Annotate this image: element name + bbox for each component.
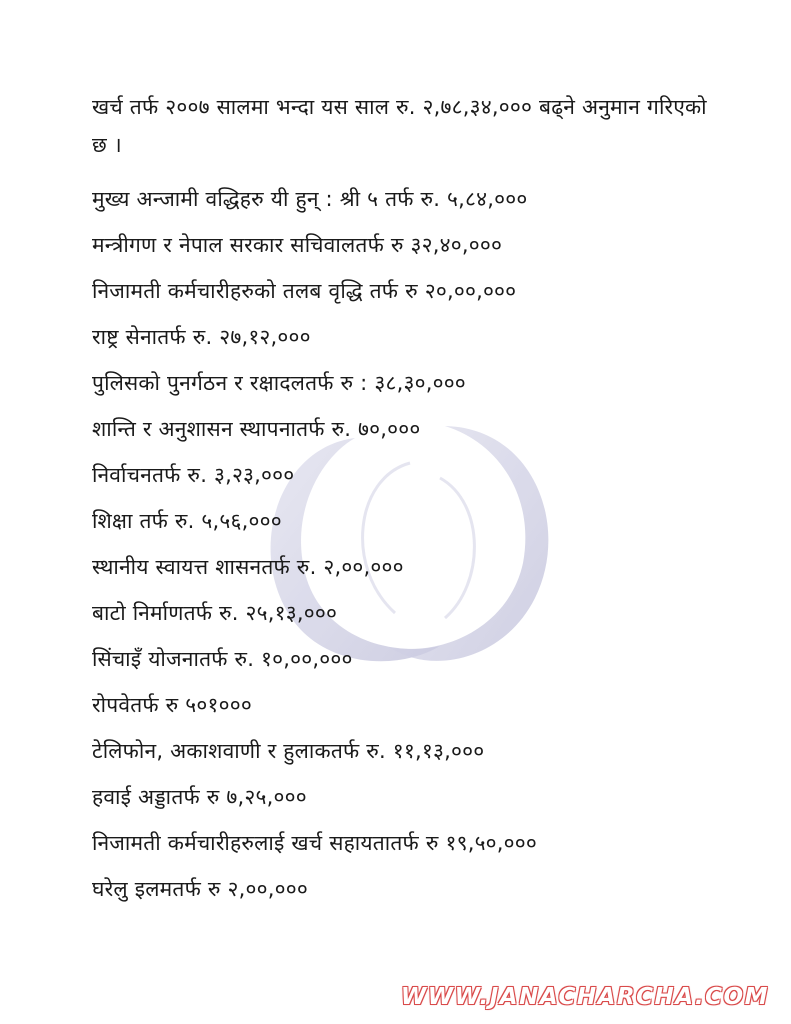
document-body	[92, 88, 722, 916]
site-url-watermark: WWW.JANACHARCHA.COM	[400, 984, 769, 1010]
paragraph-main-increases: मुख्य अन्जामी वद्धिहरु यी हुन् : श्री ५ तर्फ रु. ५,८४,०००	[92, 187, 528, 211]
paragraph-telecom-postal: टेलिफोन, अकाशवाणी र हुलाकतर्फ रु. ११,१३,०००	[92, 739, 485, 763]
paragraph-expense-estimate: खर्च तर्फ २००७ सालमा भन्दा यस साल रु. २,७८,३४,००० बढ्ने अनुमान गरिएको छ ।	[92, 95, 707, 157]
paragraph-education: शिक्षा तर्फ रु. ५,५६,०००	[92, 509, 282, 533]
paragraph-peace-order: शान्ति र अनुशासन स्थापनातर्फ रु. ७०,०००	[92, 417, 421, 441]
paragraph-cottage-industry: घरेलु इलमतर्फ रु २,००,०००	[92, 877, 308, 901]
paragraph-ropeway: रोपवेतर्फ रु ५०१०००	[92, 693, 253, 717]
paragraph-airport: हवाई अड्डातर्फ रु ७,२५,०००	[92, 785, 307, 809]
paragraph-road-construction: बाटो निर्माणतर्फ रु. २५,१३,०००	[92, 601, 338, 625]
paragraph-irrigation: सिंचाइँ योजनातर्फ रु. १०,००,०००	[92, 647, 353, 671]
paragraph-civil-servants-salary: निजामती कर्मचारीहरुको तलब वृद्धि तर्फ रु २०,००,०००	[92, 279, 517, 303]
paragraph-ministers-secretariat: मन्त्रीगण र नेपाल सरकार सचिवालतर्फ रु ३२,४०,०००	[92, 233, 503, 257]
paragraph-civil-servants-allowance: निजामती कर्मचारीहरुलाई खर्च सहायतातर्फ रु १९,५०,०००	[92, 831, 538, 855]
paragraph-army: राष्ट्र सेनातर्फ रु. २७,१२,०००	[92, 325, 311, 349]
paragraph-local-governance: स्थानीय स्वायत्त शासनतर्फ रु. २,००,०००	[92, 555, 404, 579]
paragraph-police: पुलिसको पुनर्गठन र रक्षादलतर्फ रु : ३८,३०,०००	[92, 371, 466, 395]
paragraph-election: निर्वाचनतर्फ रु. ३,२३,०००	[92, 463, 295, 487]
